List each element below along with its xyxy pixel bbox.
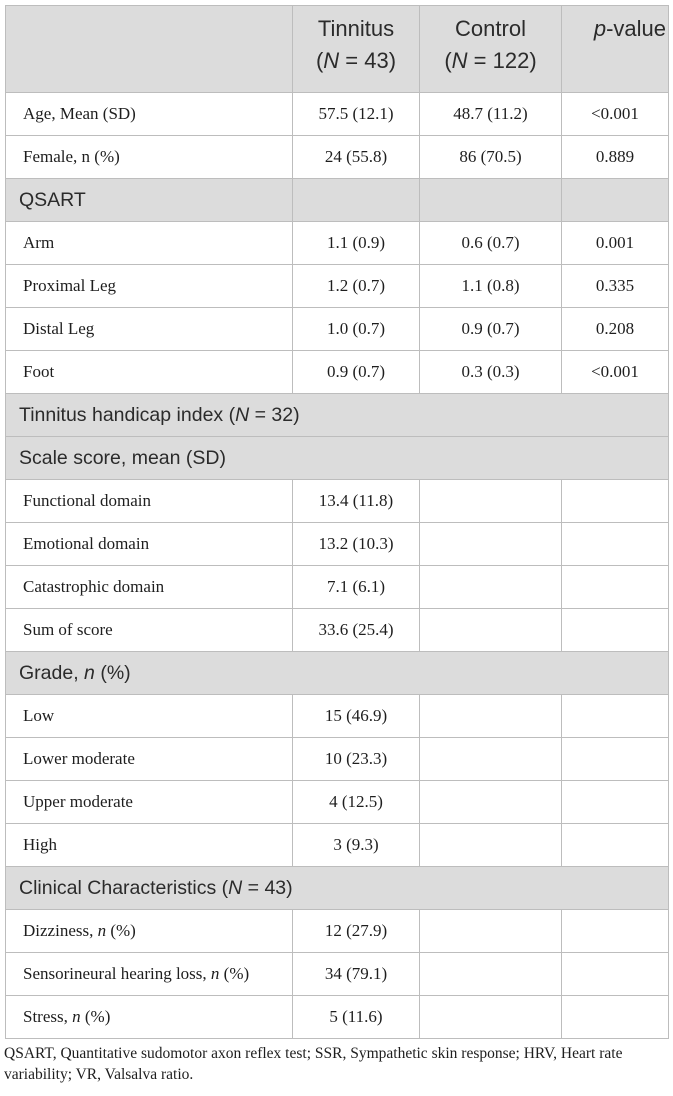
row-label: Female, n (%) <box>6 136 293 179</box>
table-row <box>6 609 669 652</box>
table-footnote: QSART, Quantitative sudomotor axon reflex test; SSR, Sympathetic skin response; HRV, Heart rate variability; VR, Valsalva ratio. <box>4 1045 623 1083</box>
p-value: 0.335 <box>562 265 669 308</box>
table-row <box>6 480 669 523</box>
tinnitus-value: 3 (9.3) <box>293 824 420 867</box>
tinnitus-value: 12 (27.9) <box>293 910 420 953</box>
row-label: Age, Mean (SD) <box>6 93 293 136</box>
row-label: High <box>6 824 293 867</box>
tinnitus-value: 13.4 (11.8) <box>293 480 420 523</box>
row-label: Low <box>6 695 293 738</box>
section-row-scale-score <box>6 437 669 480</box>
control-value: 0.3 (0.3) <box>420 351 562 394</box>
table-row <box>6 93 669 136</box>
control-value: 86 (70.5) <box>420 136 562 179</box>
table-row <box>6 136 669 179</box>
table-row <box>6 738 669 781</box>
control-value: 48.7 (11.2) <box>420 93 562 136</box>
p-value: 0.001 <box>562 222 669 265</box>
control-value: 0.9 (0.7) <box>420 308 562 351</box>
section-row-grade <box>6 652 669 695</box>
row-label: Sum of score <box>6 609 293 652</box>
table-row <box>6 953 669 996</box>
row-label: Distal Leg <box>6 308 293 351</box>
row-label: Stress, n (%) <box>6 996 293 1039</box>
table-row <box>6 222 669 265</box>
section-row-tinnitus-handicap-index <box>6 394 669 437</box>
tinnitus-value: 4 (12.5) <box>293 781 420 824</box>
row-label: Catastrophic domain <box>6 566 293 609</box>
table-row <box>6 781 669 824</box>
row-label: Sensorineural hearing loss, n (%) <box>6 953 293 996</box>
header-p-value: p-value <box>562 6 669 93</box>
table-row <box>6 996 669 1039</box>
header-label-cell <box>6 6 293 93</box>
section-label: QSART <box>6 179 293 222</box>
table-row <box>6 351 669 394</box>
tinnitus-value: 7.1 (6.1) <box>293 566 420 609</box>
row-label: Dizziness, n (%) <box>6 910 293 953</box>
header-control: Control (N = 122) <box>420 6 562 93</box>
section-label: Clinical Characteristics (N = 43) <box>6 867 669 910</box>
characteristics-table <box>5 5 669 1039</box>
section-row-qsart <box>6 179 669 222</box>
p-value: 0.889 <box>562 136 669 179</box>
p-value: 0.208 <box>562 308 669 351</box>
table-row <box>6 265 669 308</box>
table-row <box>6 910 669 953</box>
p-value: <0.001 <box>562 351 669 394</box>
section-row-clinical-characteristics <box>6 867 669 910</box>
table-row <box>6 824 669 867</box>
tinnitus-value: 1.0 (0.7) <box>293 308 420 351</box>
tinnitus-value: 57.5 (12.1) <box>293 93 420 136</box>
tinnitus-value: 33.6 (25.4) <box>293 609 420 652</box>
table-row <box>6 308 669 351</box>
header-tinnitus: Tinnitus (N = 43) <box>293 6 420 93</box>
control-value: 0.6 (0.7) <box>420 222 562 265</box>
tinnitus-value: 24 (55.8) <box>293 136 420 179</box>
tinnitus-value: 5 (11.6) <box>293 996 420 1039</box>
control-value: 1.1 (0.8) <box>420 265 562 308</box>
table-row <box>6 566 669 609</box>
section-label: Tinnitus handicap index (N = 32) <box>6 394 669 437</box>
tinnitus-value: 15 (46.9) <box>293 695 420 738</box>
header-row <box>6 6 669 93</box>
section-label: Grade, n (%) <box>6 652 669 695</box>
row-label: Lower moderate <box>6 738 293 781</box>
section-label: Scale score, mean (SD) <box>6 437 669 480</box>
row-label: Upper moderate <box>6 781 293 824</box>
tinnitus-value: 10 (23.3) <box>293 738 420 781</box>
p-value: <0.001 <box>562 93 669 136</box>
tinnitus-value: 0.9 (0.7) <box>293 351 420 394</box>
table-row <box>6 695 669 738</box>
row-label: Emotional domain <box>6 523 293 566</box>
table-row <box>6 523 669 566</box>
tinnitus-value: 34 (79.1) <box>293 953 420 996</box>
row-label: Functional domain <box>6 480 293 523</box>
row-label: Foot <box>6 351 293 394</box>
row-label: Arm <box>6 222 293 265</box>
tinnitus-value: 13.2 (10.3) <box>293 523 420 566</box>
tinnitus-value: 1.1 (0.9) <box>293 222 420 265</box>
tinnitus-value: 1.2 (0.7) <box>293 265 420 308</box>
row-label: Proximal Leg <box>6 265 293 308</box>
